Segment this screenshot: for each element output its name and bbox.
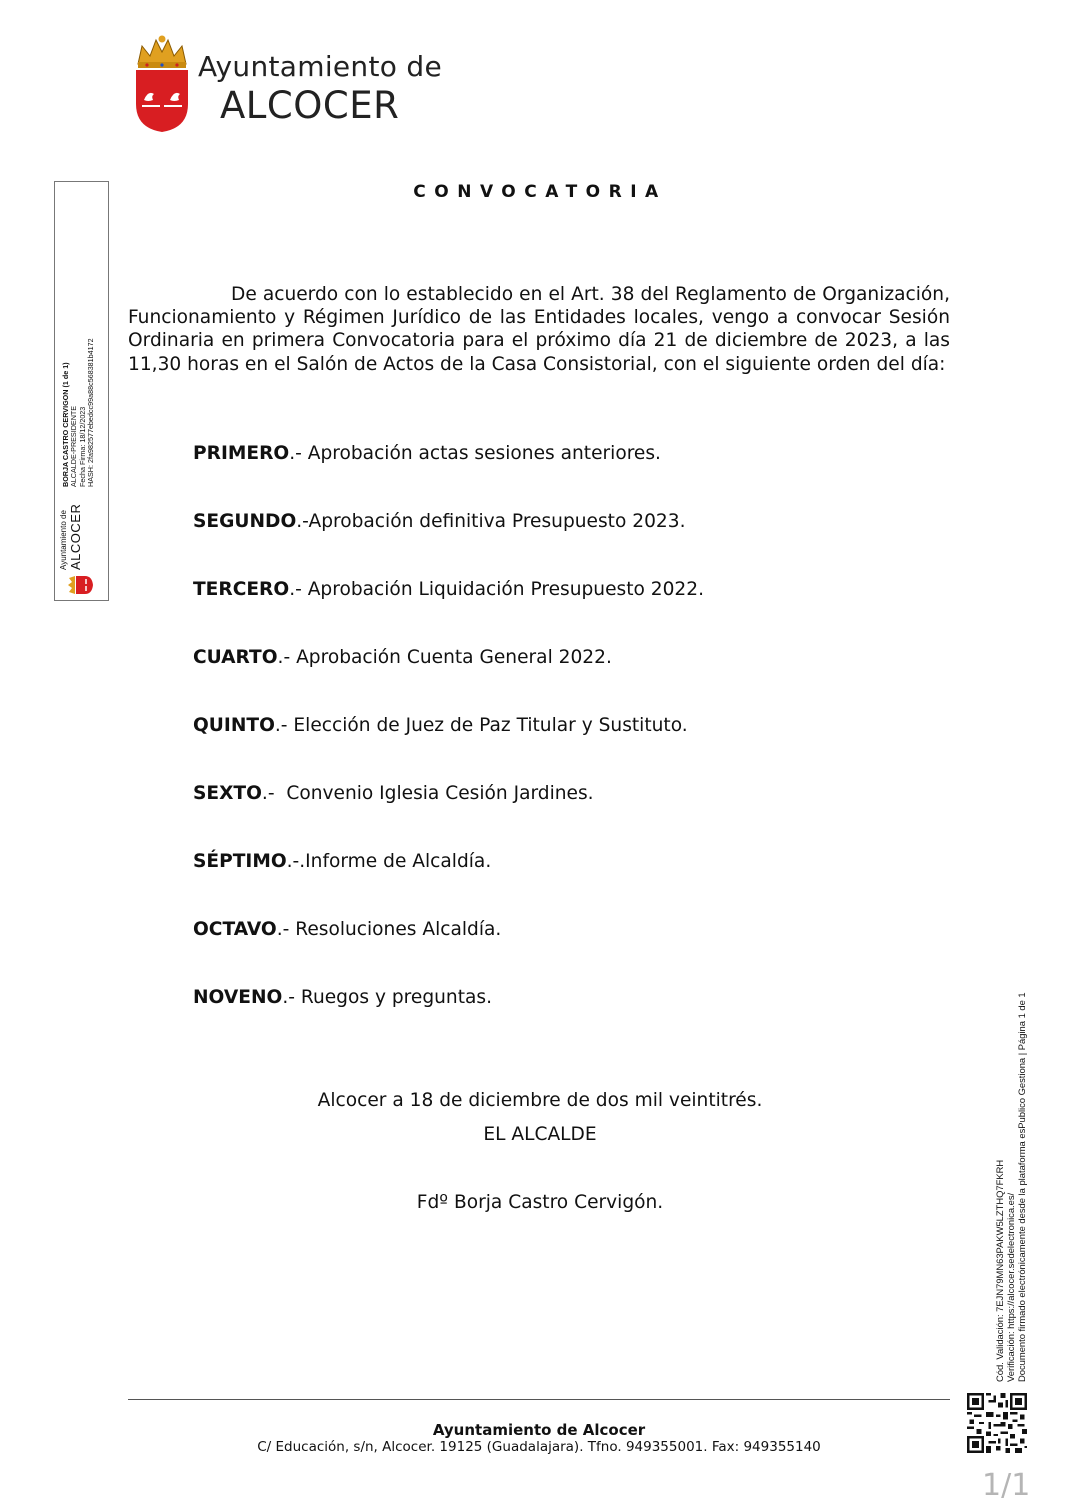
agenda-item (193, 919, 501, 940)
agenda-ordinal: NOVENO (193, 987, 283, 1008)
agenda-text: .- Convenio Iglesia Cesión Jardines. (261, 783, 594, 804)
stamp-hash: HASH: 2fa982577ebedcc99a88c568381b4172 (86, 338, 96, 487)
agenda-ordinal: CUARTO (193, 647, 278, 668)
agenda-item (193, 851, 491, 872)
closing-place-date: Alcocer a 18 de diciembre de dos mil veintitrés. (317, 1090, 763, 1111)
header-logo (128, 34, 442, 138)
header-org-line2: ALCOCER (220, 84, 400, 127)
closing-signature: Fdº Borja Castro Cervigón. (416, 1192, 664, 1213)
closing-role: EL ALCALDE (483, 1124, 597, 1145)
agenda-ordinal: PRIMERO (193, 443, 290, 464)
stamp-details (62, 338, 96, 487)
footer-address: C/ Educación, s/n, Alcocer. 19125 (Guadalajara). Tfno. 949355001. Fax: 949355140 (257, 1439, 821, 1455)
coat-of-arms-icon (67, 574, 93, 596)
agenda-text: .- Elección de Juez de Paz Titular y Sustituto. (274, 715, 688, 736)
agenda-ordinal: SÉPTIMO (193, 851, 287, 872)
agenda-ordinal: SEXTO (193, 783, 262, 804)
footer-org-name: Ayuntamiento de Alcocer (432, 1421, 646, 1439)
verification-note: Documento firmado electrónicamente desde la plataforma esPublico Gestiona | Página 1 de 1 (1016, 992, 1028, 1382)
stamp-org-line2: ALCOCER (68, 503, 83, 570)
coat-of-arms-icon (132, 34, 192, 134)
agenda-item (193, 443, 661, 464)
agenda-item (193, 783, 594, 804)
agenda-item (193, 579, 704, 600)
agenda-ordinal: SEGUNDO (193, 511, 297, 532)
verification-block (994, 930, 1034, 1382)
verification-code: Cód. Validación: 7EJN79MN63PAKW5LZTHQ7FKRH (994, 1159, 1005, 1382)
page-counter: 1/1 (982, 1468, 1031, 1503)
intro-paragraph: De acuerdo con lo establecido en el Art. 38 del Reglamento de Organización, Funcionamiento y Régimen Jurídico de las Entidades locales, vengo a convocar Sesión Ordinaria en primera Convocatoria para el próximo día 21 de diciembre de 2023, a las 11,30 horas en el Salón de Actos de la Casa Consistorial, con el siguiente orden del día: (128, 284, 950, 375)
agenda-ordinal: QUINTO (193, 715, 275, 736)
agenda-item (193, 715, 688, 736)
agenda-text: .- Aprobación actas sesiones anteriores. (289, 443, 661, 464)
stamp-signer: BORJA CASTRO CERVIGON (1 de 1) (61, 362, 70, 487)
agenda-text: .- Aprobación Cuenta General 2022. (277, 647, 612, 668)
agenda-text: .-Aprobación definitiva Presupuesto 2023. (296, 511, 686, 532)
agenda-item (193, 647, 612, 668)
stamp-role: ALCALDE-PRESIDENTE (69, 405, 79, 487)
stamp-date: Fecha Firma: 18/12/2023 (77, 406, 87, 487)
header-org-line1: Ayuntamiento de (198, 50, 442, 83)
qr-code-icon (967, 1393, 1027, 1453)
agenda-text: .- Ruegos y preguntas. (282, 987, 492, 1008)
agenda-ordinal: TERCERO (193, 579, 290, 600)
agenda-text: .- Aprobación Liquidación Presupuesto 2022. (289, 579, 704, 600)
agenda-item (193, 987, 492, 1008)
stamp-org-line1: Ayuntamiento de (59, 510, 68, 570)
agenda-text: .-.Informe de Alcaldía. (286, 851, 492, 872)
agenda-text: .- Resoluciones Alcaldía. (276, 919, 502, 940)
agenda-item (193, 511, 686, 532)
agenda-ordinal: OCTAVO (193, 919, 277, 940)
footer-divider (128, 1399, 950, 1400)
signature-stamp (54, 181, 109, 601)
verification-url: Verificación: https://alcocer.sedelectronica.es/ (1005, 1192, 1017, 1382)
document-title: CONVOCATORIA (413, 182, 667, 202)
